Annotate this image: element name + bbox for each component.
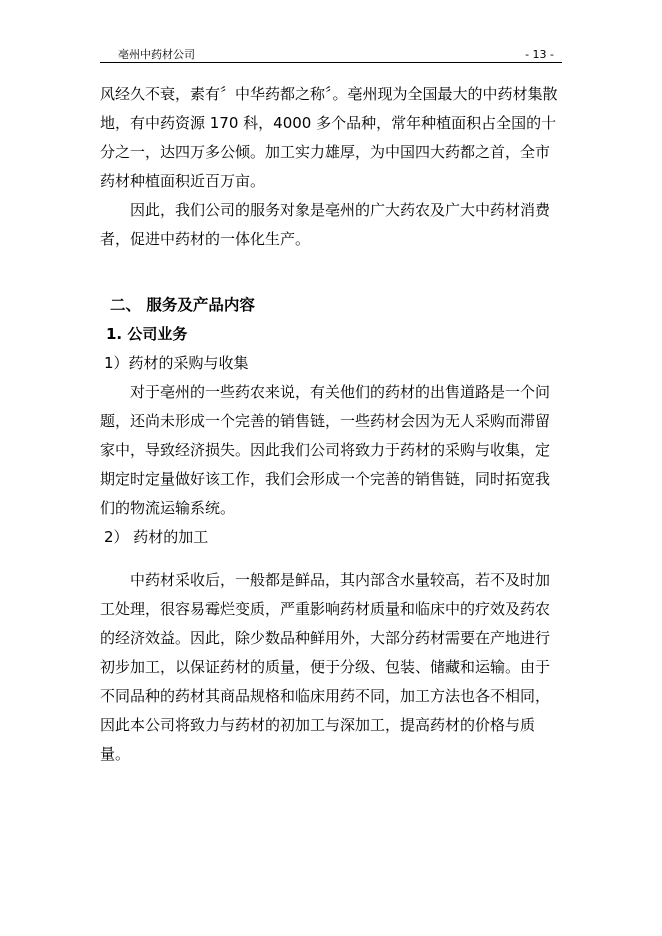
page-header bbox=[100, 44, 562, 63]
item2-title: 2） 药材的加工 bbox=[104, 528, 209, 546]
paragraph-therefore: 因此，我们公司的服务对象是亳州的广大药农及广大中药材消费者，促进中药材的一体化生产。 bbox=[100, 201, 551, 248]
item2-text: 中药材采收后，一般都是鲜品，其内部含水量较高，若不及时加工处理，很容易霉烂变质，严重影响药材质量和临床中的疗效及药农的经济效益。因此，除少数品种鲜用外，大部分药材需要在产地进行初步加工，以保证药材的质量，便于分级、包装、储藏和运输。由于不同品种的药材其商品规格和临床用药不同，加工方法也各不相同，因此本公司将致力与药材的初加工与深加工，提高药材的价格与质量。 bbox=[100, 571, 551, 763]
page-number: - 13 - bbox=[525, 48, 554, 61]
subsection-title: 1. 公司业务 bbox=[106, 325, 188, 343]
header-company-name: 亳州中药材公司 bbox=[118, 48, 195, 61]
paragraph-intro: 风经久不衰，素有〞中华药都之称〞。亳州现为全国最大的中药材集散地，有中药资源 170 科，4000 多个品种，常年种植面积占全国的十分之一，达四万多公倾。加工实力雄厚，为中国四大药都之首，全市药材种植面积近百万亩。 bbox=[100, 85, 558, 190]
document-body bbox=[100, 80, 562, 769]
item1-text: 对于亳州的一些药农来说，有关他们的药材的出售道路是一个问题，还尚未形成一个完善的销售链，一些药材会因为无人采购而滞留家中，导致经济损失。因此我们公司将致力于药材的采购与收集，定期定时定量做好该工作，我们会形成一个完善的销售链，同时拓宽我们的物流运输系统。 bbox=[100, 383, 551, 517]
item1-title: 1）药材的采购与收集 bbox=[104, 354, 249, 372]
section-title: 二、 服务及产品内容 bbox=[110, 296, 255, 314]
